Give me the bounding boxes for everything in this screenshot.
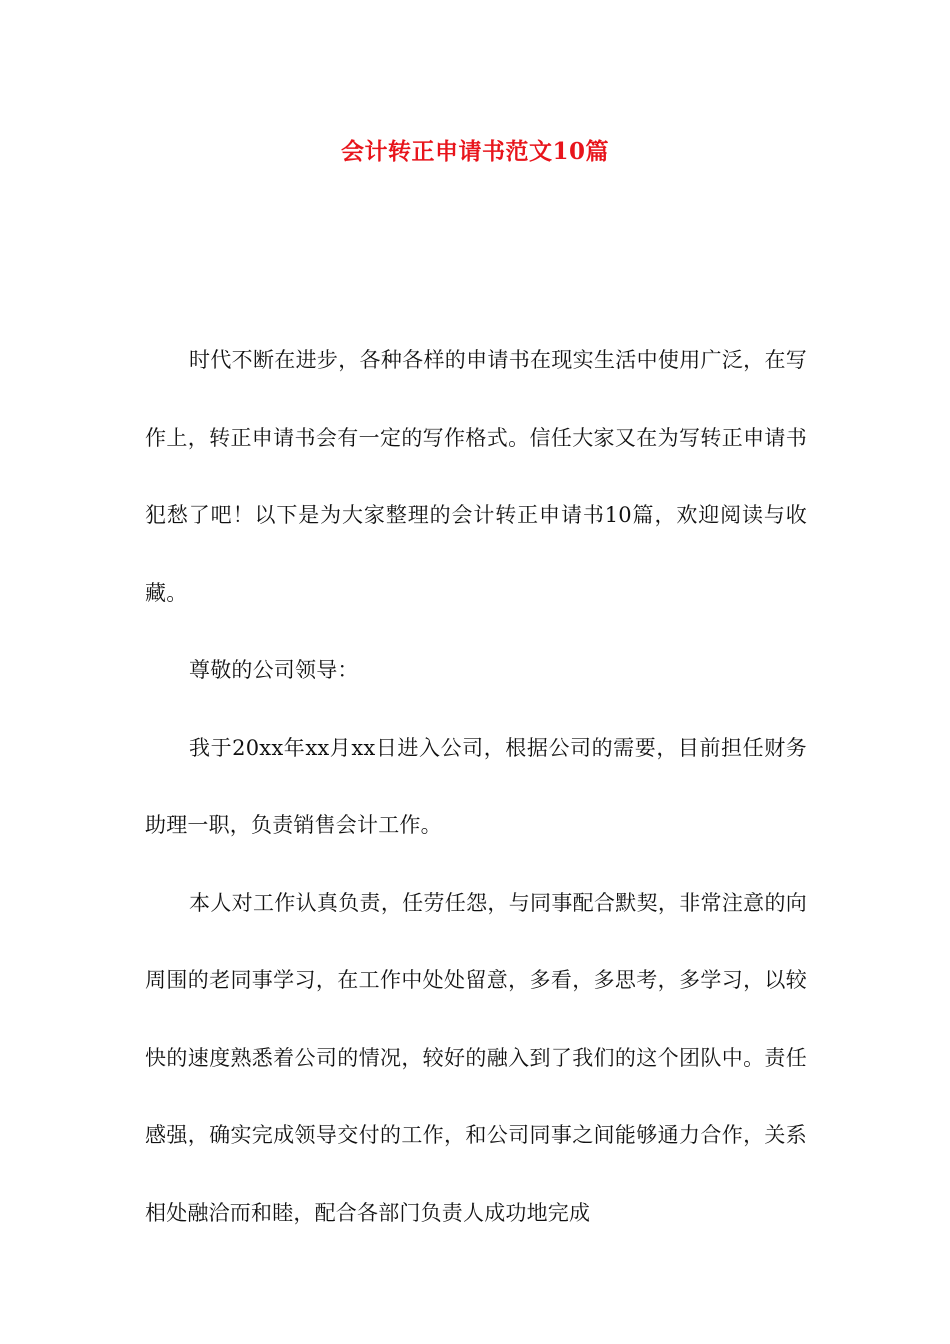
document-body [145, 322, 807, 1252]
body-paragraph: 本人对工作认真负责，任劳任怨，与同事配合默契，非常注意的向周围的老同事学习，在工作中处处留意，多看，多思考，多学习，以较快的速度熟悉着公司的情况，较好的融入到了我们的这个团队中。责任感强，确实完成领导交付的工作，和公司同事之间能够通力合作，关系相处融洽而和睦，配合各部门负责人成功地完成 [145, 890, 807, 1225]
document-title: 会计转正申请书范文10篇 [340, 138, 609, 165]
body-paragraph: 我于20xx年xx月xx日进入公司，根据公司的需要，目前担任财务助理一职，负责销售会计工作。 [145, 735, 807, 837]
salutation: 尊敬的公司领导： [189, 658, 359, 682]
intro-paragraph: 时代不断在进步，各种各样的申请书在现实生活中使用广泛，在写作上，转正申请书会有一定的写作格式。信任大家又在为写转正申请书犯愁了吧！以下是为大家整理的会计转正申请书10篇，欢迎阅读与收藏。 [145, 348, 807, 605]
